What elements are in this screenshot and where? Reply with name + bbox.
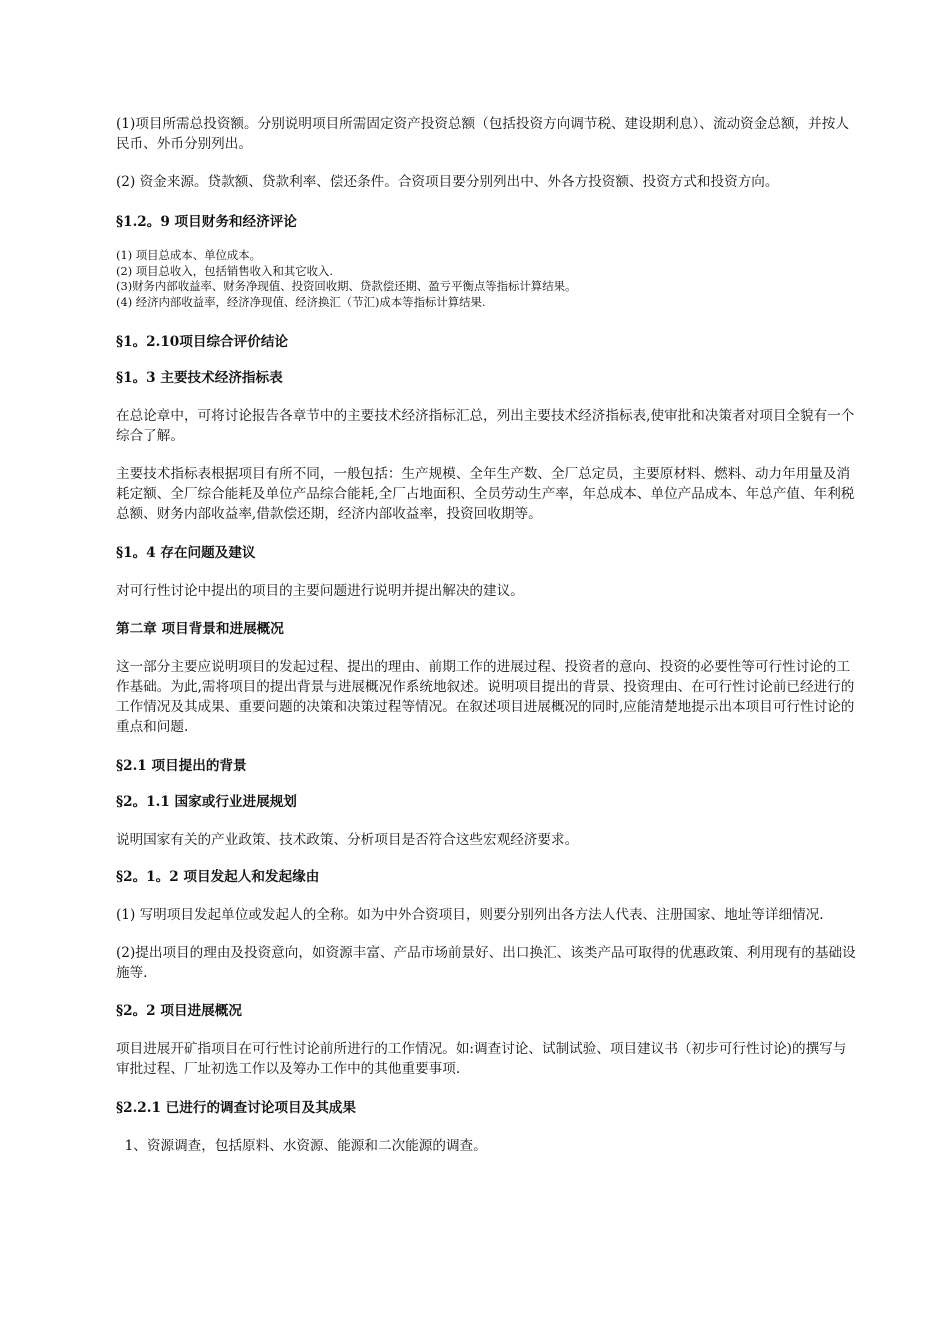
financial-evaluation-list bbox=[116, 248, 858, 310]
paragraph-investment-total: (1)项目所需总投资额。分别说明项目所需固定资产投资总额（包括投资方向调节税、建设期利息）、流动资金总额，并按人民币、外币分别列出。 bbox=[116, 116, 849, 152]
section-heading-1-2-10: §1。2.10项目综合评价结论 bbox=[116, 334, 289, 350]
paragraph-national-policy: 说明国家有关的产业政策、技术政策、分析项目是否符合这些宏观经济要求。 bbox=[116, 832, 579, 848]
list-item: (3)财务内部收益率、财务净现值、投资回收期、贷款偿还期、盈亏平衡点等指标计算结果。 bbox=[116, 279, 577, 293]
list-item: (1) 项目总成本、单位成本。 bbox=[116, 248, 262, 262]
chapter-heading-2: 第二章 项目背景和进展概况 bbox=[116, 621, 284, 637]
paragraph-sponsor-name: (1) 写明项目发起单位或发起人的全称。如为中外合资项目，则要分别列出各方法人代表、注册国家、地址等详细情况. bbox=[116, 907, 824, 923]
section-heading-2-2-1: §2.2.1 已进行的调查讨论项目及其成果 bbox=[116, 1100, 356, 1116]
section-heading-2-1: §2.1 项目提出的背景 bbox=[116, 758, 247, 774]
section-heading-2-2: §2。2 项目进展概况 bbox=[116, 1003, 242, 1019]
section-heading-2-1-2: §2。1。2 项目发起人和发起缘由 bbox=[116, 869, 320, 885]
paragraph-funding-source: (2) 资金来源。贷款额、贷款利率、偿还条件。合资项目要分别列出中、外各方投资额、投资方式和投资方向。 bbox=[116, 174, 779, 190]
list-item: (4) 经济内部收益率，经济净现值、经济换汇（节汇)成本等指标计算结果. bbox=[116, 294, 486, 309]
paragraph-summary-table: 在总论章中，可将讨论报告各章节中的主要技术经济指标汇总，列出主要技术经济指标表,使审批和决策者对项目全貌有一个综合了解。 bbox=[116, 408, 855, 444]
section-heading-2-1-1: §2。1.1 国家或行业进展规划 bbox=[116, 794, 297, 810]
section-heading-1-3: §1。3 主要技术经济指标表 bbox=[116, 370, 283, 386]
paragraph-resource-survey: 1、资源调查，包括原料、水资源、能源和二次能源的调查。 bbox=[116, 1138, 487, 1154]
paragraph-progress: 项目进展开矿指项目在可行性讨论前所进行的工作情况。如:调查讨论、试制试验、项目建议书（初步可行性讨论)的撰写与审批过程、厂址初选工作以及筹办工作中的其他重要事项. bbox=[116, 1041, 847, 1077]
paragraph-investment-reason: (2)提出项目的理由及投资意向，如资源丰富、产品市场前景好、出口换汇、该类产品可取得的优惠政策、利用现有的基础设施等. bbox=[116, 945, 856, 981]
paragraph-background-intro: 这一部分主要应说明项目的发起过程、提出的理由、前期工作的进展过程、投资者的意向、投资的必要性等可行性讨论的工作基础。为此,需将项目的提出背景与进展概况作系统地叙述。说明项目提出的背景、投资理由、在可行性讨论前已经进行的工作情况及其成果、重要问题的决策和决策过程等情况。在叙述项目进展概况的同时,应能清楚地提示出本项目可行性讨论的重点和问题. bbox=[116, 659, 855, 735]
list-item: (2) 项目总收入，包括销售收入和其它收入. bbox=[116, 263, 334, 278]
document-page bbox=[116, 110, 858, 1156]
section-heading-1-4: §1。4 存在问题及建议 bbox=[116, 545, 256, 561]
paragraph-indicators: 主要技术指标表根据项目有所不同，一般包括：生产规模、全年生产数、全厂总定员，主要原材料、燃料、动力年用量及消耗定额、全厂综合能耗及单位产品综合能耗,全厂占地面积、全员劳动生产率，年总成本、单位产品成本、年总产值、年利税总额、财务内部收益率,借款偿还期，经济内部收益率，投资回收期等。 bbox=[116, 466, 855, 522]
paragraph-problems: 对可行性讨论中提出的项目的主要问题进行说明并提出解决的建议。 bbox=[116, 583, 524, 599]
section-heading-1-2-9: §1.2。9 项目财务和经济评论 bbox=[116, 214, 297, 230]
